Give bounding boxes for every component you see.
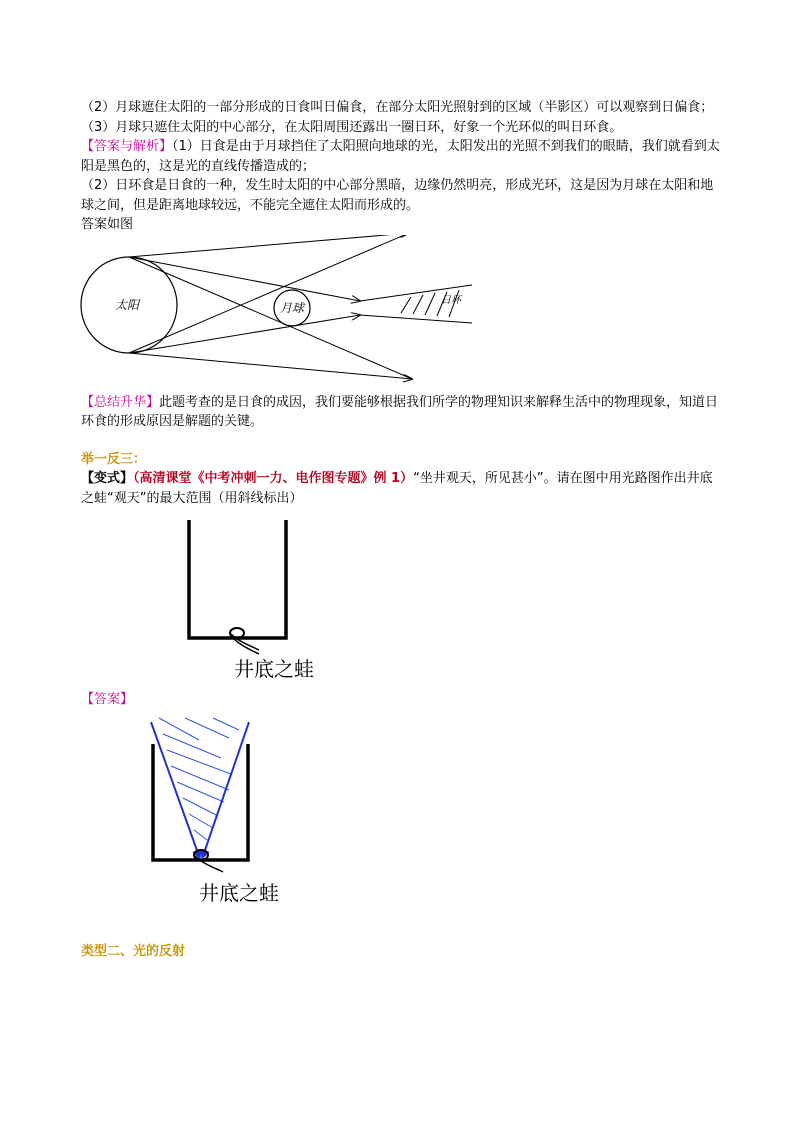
summary-text: 此题考查的是日食的成因，我们要能够根据我们所学的物理知识来解释生活中的物理现象，知道日环食的形成原因是解题的关键。 bbox=[81, 394, 719, 429]
frog-label-answer: 井底之蛙 bbox=[199, 880, 279, 905]
variant-text: “坐井观天，所见甚小”。请在图中用光路图作出井底之蛙“观天”的最大范围（用斜线标出） bbox=[81, 471, 713, 506]
section-title: 举一反三： bbox=[81, 451, 147, 467]
eclipse-diagram bbox=[79, 235, 479, 385]
variant-source: （高清课堂《中考冲刺一力、电作图专题》例 1） bbox=[133, 471, 414, 486]
paragraph-annular-eclipse: （3）月球只遮住太阳的中心部分，在太阳周围还露出一圈日环，好象一个光环似的叫日环食。 bbox=[81, 119, 623, 135]
frog-label: 井底之蛙 bbox=[234, 657, 314, 681]
answer-analysis-tag: 【答案与解析】 bbox=[81, 139, 173, 154]
ray-left bbox=[151, 722, 199, 856]
answer2-tag: 【答案】 bbox=[81, 692, 134, 707]
ray-ext-bottom bbox=[360, 315, 472, 323]
moon-label: 月球 bbox=[280, 300, 305, 315]
paragraph-answer-2: （2）日环食是日食的一种，发生时太阳的中心部分黑暗，边缘仍然明亮，形成光环，这是因为月球在太阳和地球之间，但是距离地球较远，不能完全遮住太阳而形成的。 bbox=[81, 178, 714, 213]
variant-tag: 【变式】 bbox=[81, 471, 134, 486]
well-diagram bbox=[81, 516, 381, 686]
sun-label: 太阳 bbox=[115, 297, 140, 312]
region-label: 日环 bbox=[441, 294, 461, 306]
ray-bottom-outer bbox=[129, 353, 412, 379]
paragraph-answer-1 bbox=[81, 137, 721, 176]
well-outline-answer bbox=[153, 744, 248, 860]
type-title: 类型二、光的反射 bbox=[81, 943, 186, 959]
frog-icon bbox=[230, 628, 259, 654]
answer-text-1: （1）日食是由于月球挡住了太阳照向地球的光，太阳发出的光照不到我们的眼睛，我们就看到太阳是黑色的，这是光的直线传播造成的； bbox=[81, 139, 720, 174]
summary-tag: 【总结升华】 bbox=[81, 394, 160, 410]
paragraph-answer-figure: 答案如图 bbox=[81, 217, 134, 232]
ray-right bbox=[203, 722, 249, 856]
well-answer-diagram bbox=[81, 716, 381, 916]
paragraph-partial-eclipse: （2）月球遮住太阳的一部分形成的日食叫日偏食，在部分太阳光照射到的区域（半影区）可以观察到日偏食； bbox=[81, 100, 714, 115]
paragraph-variant bbox=[81, 469, 721, 508]
paragraph-summary bbox=[81, 393, 721, 432]
document-page bbox=[81, 98, 721, 961]
ray-top-outer bbox=[129, 235, 409, 257]
well-outline bbox=[189, 520, 286, 638]
